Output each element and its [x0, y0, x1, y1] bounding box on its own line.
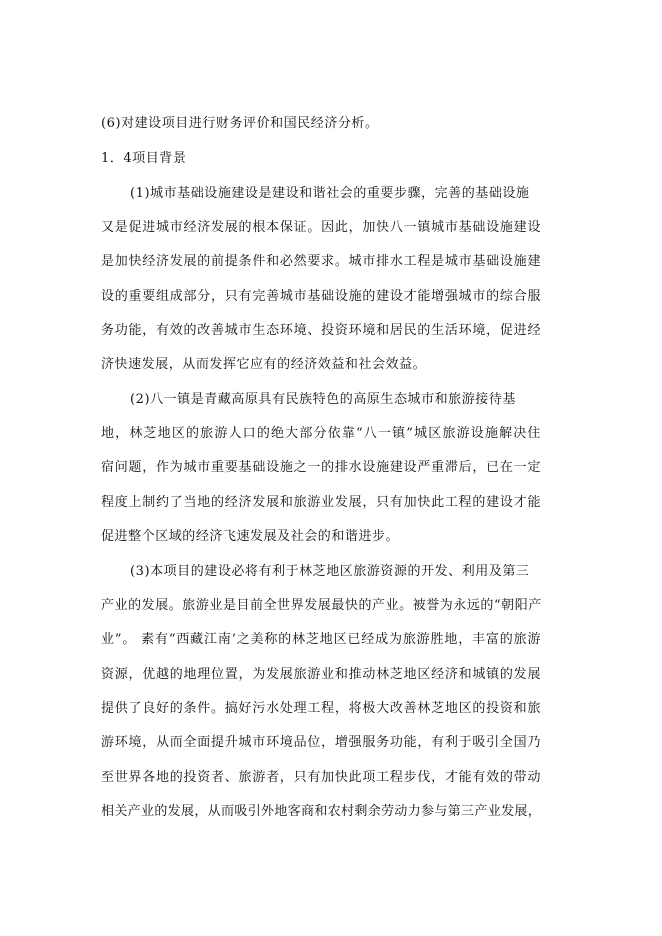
paragraph-3-line-4: 资源，优越的地理位置，为发展旅游业和推动林芝地区经济和城镇的发展	[101, 667, 541, 682]
text-line-item-6: (6)对建设项目进行财务评价和国民经济分析。	[101, 116, 379, 131]
paragraph-1-line-6: 济快速发展，从而发挥它应有的经济效益和社会效益。	[101, 357, 427, 372]
paragraph-1-line-3: 是加快经济发展的前提条件和必然要求。城市排水工程是城市基础设施建	[101, 254, 541, 269]
paragraph-3-line-3: 业”。 素有“西藏江南’之美称的林芝地区已经成为旅游胜地，丰富的旅游	[101, 632, 541, 647]
paragraph-2-line-1: (2)八一镇是青藏高原具有民族特色的高原生态城市和旅游接待基	[130, 392, 516, 407]
paragraph-2-line-2: 地，林芝地区的旅游人口的绝大部分依靠“八一镇”城区旅游设施解决住	[101, 426, 541, 441]
paragraph-3-line-5: 提供了良好的条件。搞好污水处理工程，将极大改善林芝地区的投资和旅	[101, 701, 541, 716]
paragraph-2-line-5: 促进整个区域的经济飞速发展及社会的和谐进步。	[101, 529, 400, 544]
section-heading: 1．4项目背景	[101, 151, 187, 166]
paragraph-3-line-7: 至世界各地的投资者、旅游者，只有加快此项工程步伐，才能有效的带动	[101, 770, 541, 785]
paragraph-3-line-1: (3)本项目的建设必将有利于林芝地区旅游资源的开发、利用及第三	[130, 564, 530, 579]
paragraph-3-line-8: 相关产业的发展，从而吸引外地客商和农村剩余劳动力参与第三产业发展，	[101, 804, 541, 819]
paragraph-3-line-6: 游环境，从而全面提升城市环境品位，增强服务功能，有利于吸引全国乃	[101, 735, 541, 750]
paragraph-1-line-1: (1)城市基础设施建设是建设和谐社会的重要步骤，完善的基础设施	[130, 186, 530, 201]
paragraph-3-line-2: 产业的发展。旅游业是目前全世界发展最快的产业。被誉为永远的“朝阳产	[101, 598, 542, 613]
paragraph-1-line-2: 又是促进城市经济发展的根本保证。因此，加快八一镇城市基础设施建设	[101, 220, 541, 235]
paragraph-2-line-4: 程度上制约了当地的经济发展和旅游业发展，只有加快此工程的建设才能	[101, 495, 541, 510]
paragraph-1-line-4: 设的重要组成部分，只有完善城市基础设施的建设才能增强城市的综合服	[101, 289, 541, 304]
paragraph-2-line-3: 宿问题，作为城市重要基础设施之一的排水设施建设严重滞后，已在一定	[101, 460, 541, 475]
paragraph-1-line-5: 务功能，有效的改善城市生态环境、投资环境和居民的生活环境，促进经	[101, 323, 541, 338]
